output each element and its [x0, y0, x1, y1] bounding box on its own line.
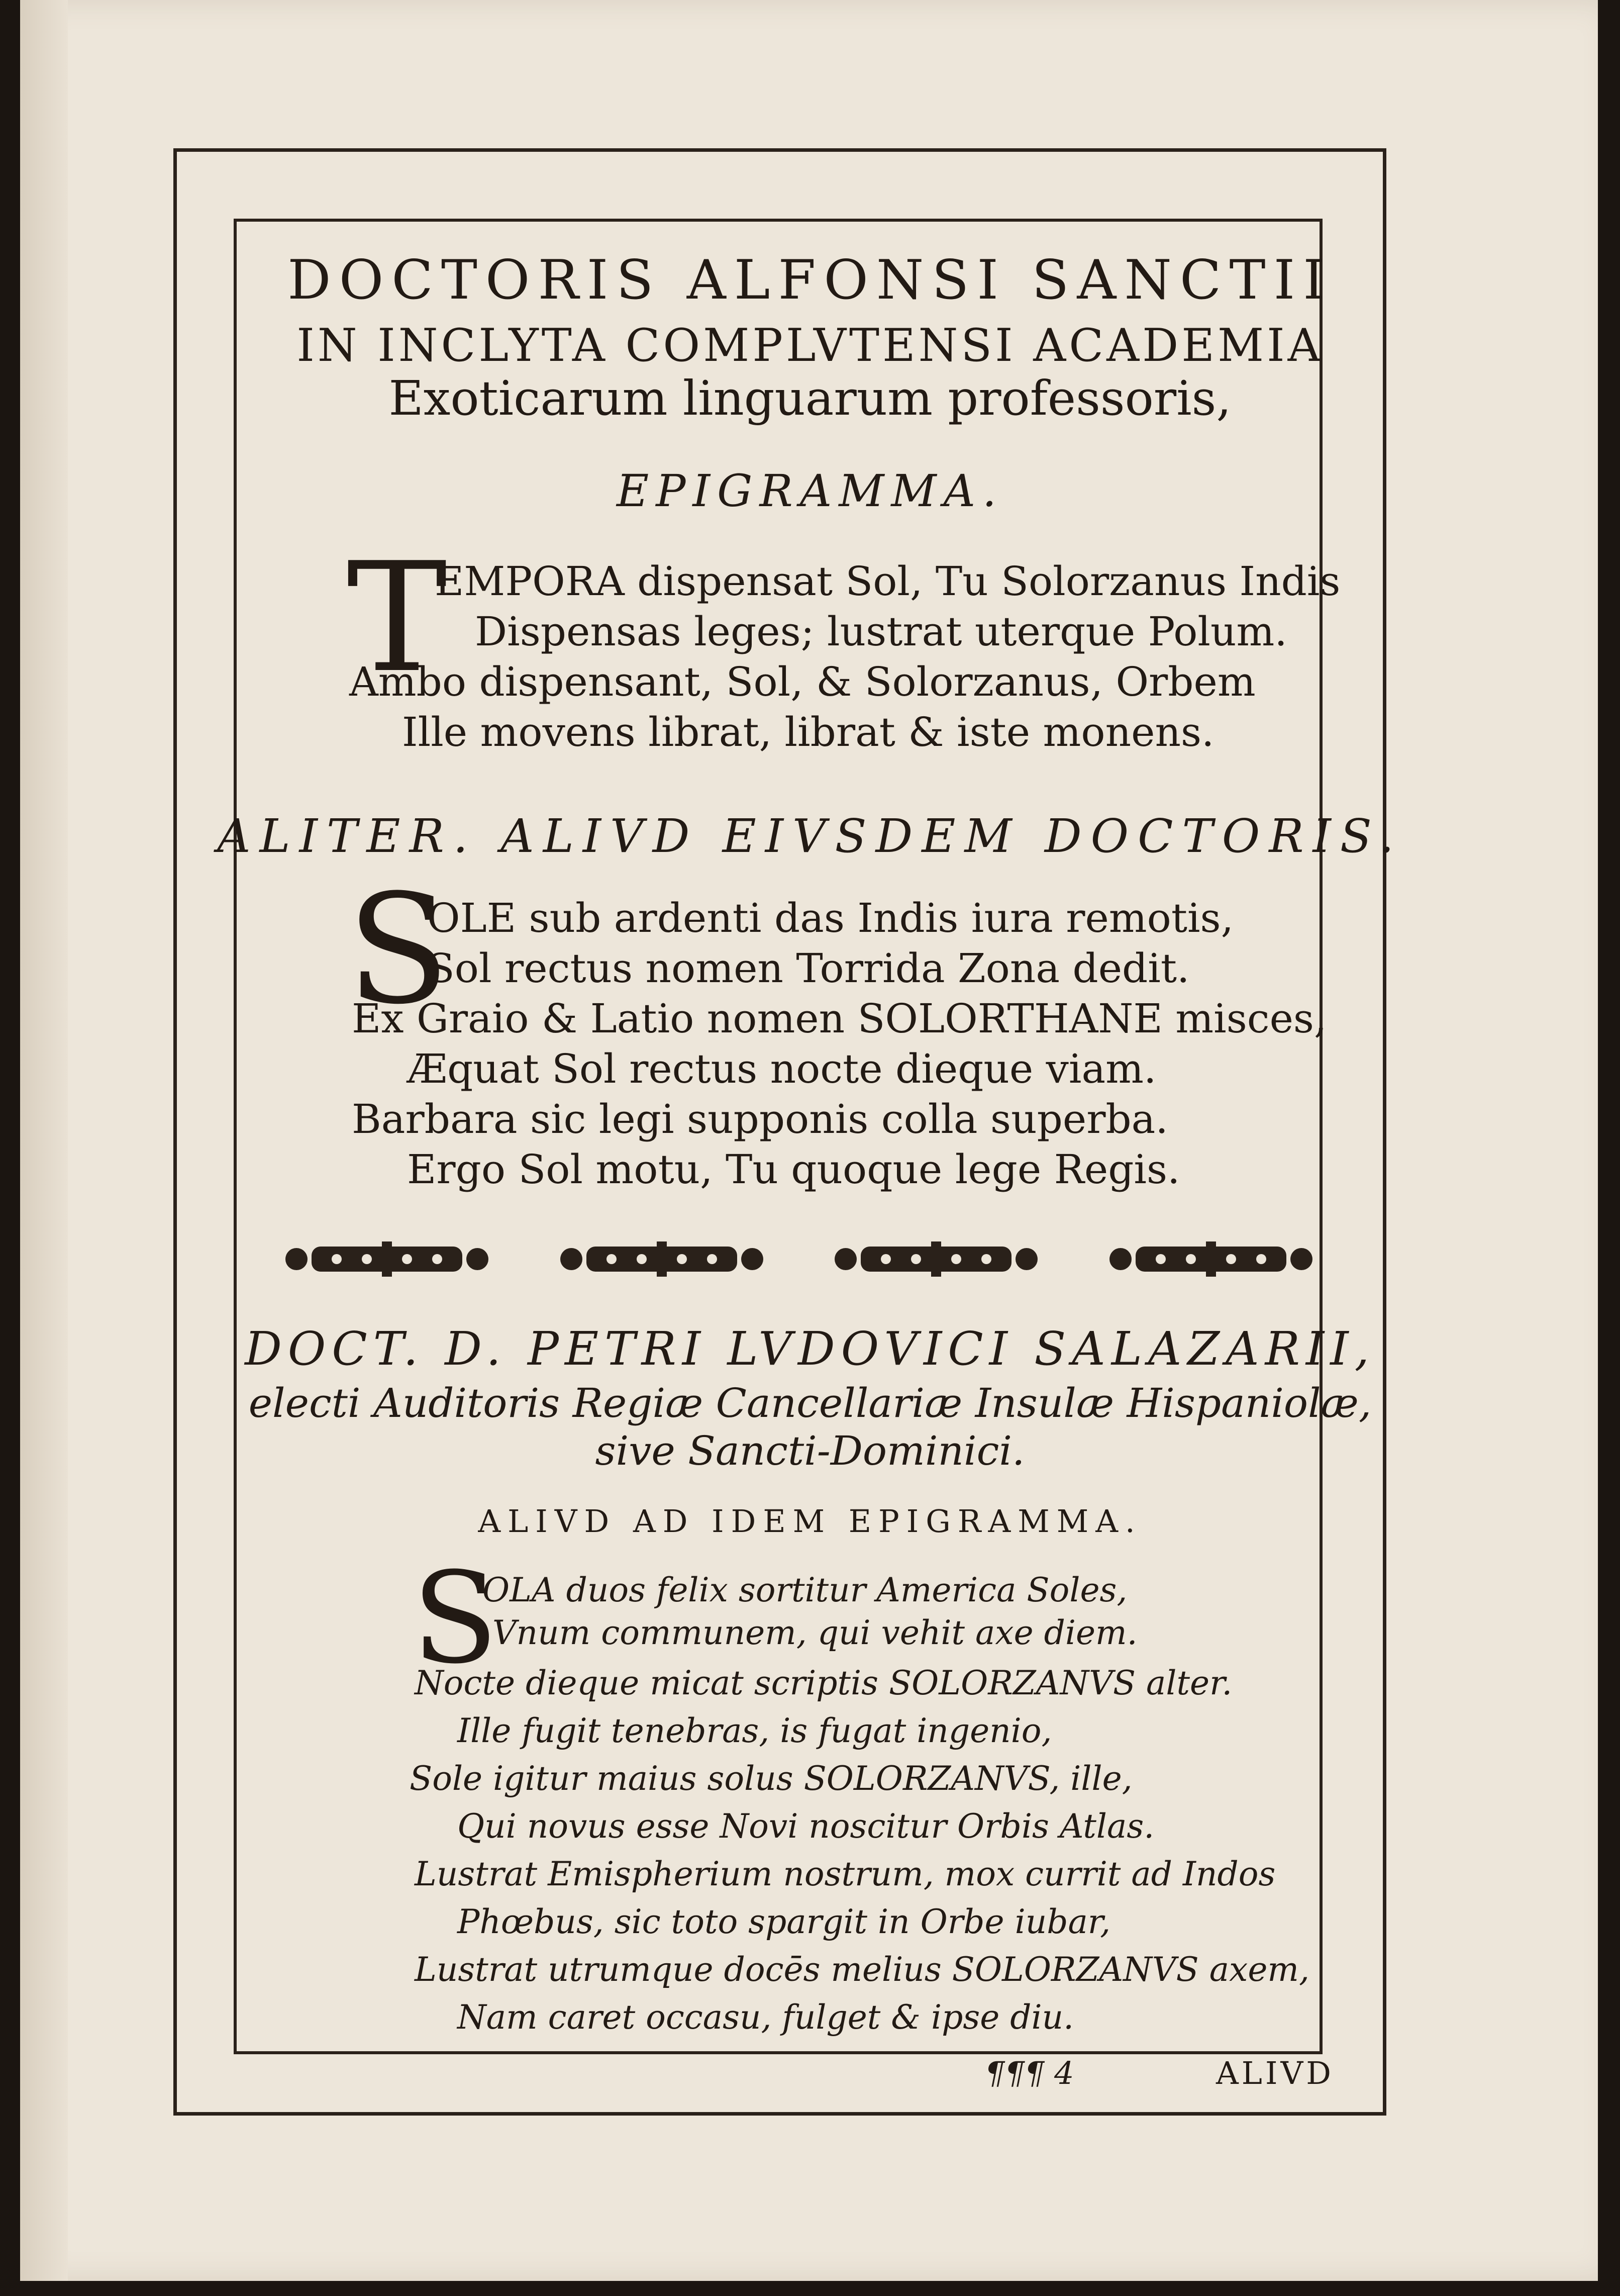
- fleuron-ornament: [1105, 1236, 1317, 1282]
- ornament-row: [281, 1236, 1317, 1282]
- poem1-line: Ille movens librat, librat & iste monens.: [402, 709, 1214, 755]
- poem3-line: Ille fugit tenebras, is fugat ingenio,: [457, 1711, 1052, 1750]
- heading-epigramma: EPIGRAMMA.: [616, 465, 1004, 517]
- poem3-line: Lustrat Emispherium nostrum, mox currit ad Indos: [415, 1855, 1276, 1893]
- poem3-line: Phœbus, sic toto spargit in Orbe iubar,: [457, 1902, 1111, 1941]
- poem2-line: Barbara sic legi supponis colla superba.: [352, 1096, 1168, 1142]
- catchword: ALIVD: [1216, 2055, 1334, 2091]
- heading-aliud-epigramma: ALIVD AD IDEM EPIGRAMMA.: [478, 1503, 1142, 1540]
- poem3-line: Sole igitur maius solus SOLORZANVS, ille,: [410, 1759, 1133, 1798]
- poem3-line: Lustrat utrumque docēs melius SOLORZANVS axem,: [415, 1950, 1309, 1989]
- poem2-line: OLE sub ardenti das Indis iura remotis,: [427, 895, 1234, 941]
- heading-auditor: electi Auditoris Regiæ Cancellariæ Insulæ Hispaniolæ,: [248, 1380, 1372, 1426]
- poem3-line: OLA duos felix sortitur America Soles,: [482, 1571, 1128, 1609]
- poem2-line: Ergo Sol motu, Tu quoque lege Regis.: [407, 1146, 1180, 1193]
- poem1-line: Dispensas leges; lustrat uterque Polum.: [475, 608, 1287, 655]
- poem1-dropcap: T: [347, 530, 448, 706]
- heading-aliter: ALITER. ALIVD EIVSDEM DOCTORIS.: [217, 809, 1403, 863]
- poem1-line: Ambo dispensant, Sol, & Solorzanus, Orbem: [349, 658, 1256, 705]
- heading-professor: Exoticarum linguarum professoris,: [388, 371, 1232, 426]
- poem2-line: Ex Graio & Latio nomen SOLORTHANE misces,: [352, 995, 1327, 1042]
- poem2-line: Sol rectus nomen Torrida Zona dedit.: [427, 945, 1190, 992]
- poem1-line: EMPORA dispensat Sol, Tu Solorzanus Indis: [435, 558, 1341, 605]
- heading-academy: IN INCLYTA COMPLVTENSI ACADEMIA: [296, 319, 1324, 372]
- poem3-line: Qui novus esse Novi noscitur Orbis Atlas.: [457, 1807, 1155, 1846]
- fleuron-ornament: [556, 1236, 767, 1282]
- heading-santo-domingo: sive Sancti-Dominici.: [595, 1427, 1025, 1474]
- heading-salazar: DOCT. D. PETRI LVDOVICI SALAZARII,: [245, 1322, 1375, 1376]
- poem2-line: Æquat Sol rectus nocte dieque viam.: [407, 1045, 1157, 1092]
- poem2-dropcap: S: [347, 862, 450, 1037]
- fleuron-ornament: [831, 1236, 1042, 1282]
- poem3-line: Nam caret occasu, fulget & ipse diu.: [457, 1998, 1074, 2037]
- heading-author: DOCTORIS ALFONSI SANCTII: [287, 249, 1333, 312]
- signature-mark: ¶¶¶ 4: [985, 2055, 1074, 2091]
- fleuron-ornament: [281, 1236, 492, 1282]
- poem3-dropcap: S: [412, 1545, 498, 1691]
- poem3-line: Nocte dieque micat scriptis SOLORZANVS alter.: [415, 1664, 1233, 1702]
- poem3-line: Vnum communem, qui vehit axe diem.: [492, 1613, 1138, 1652]
